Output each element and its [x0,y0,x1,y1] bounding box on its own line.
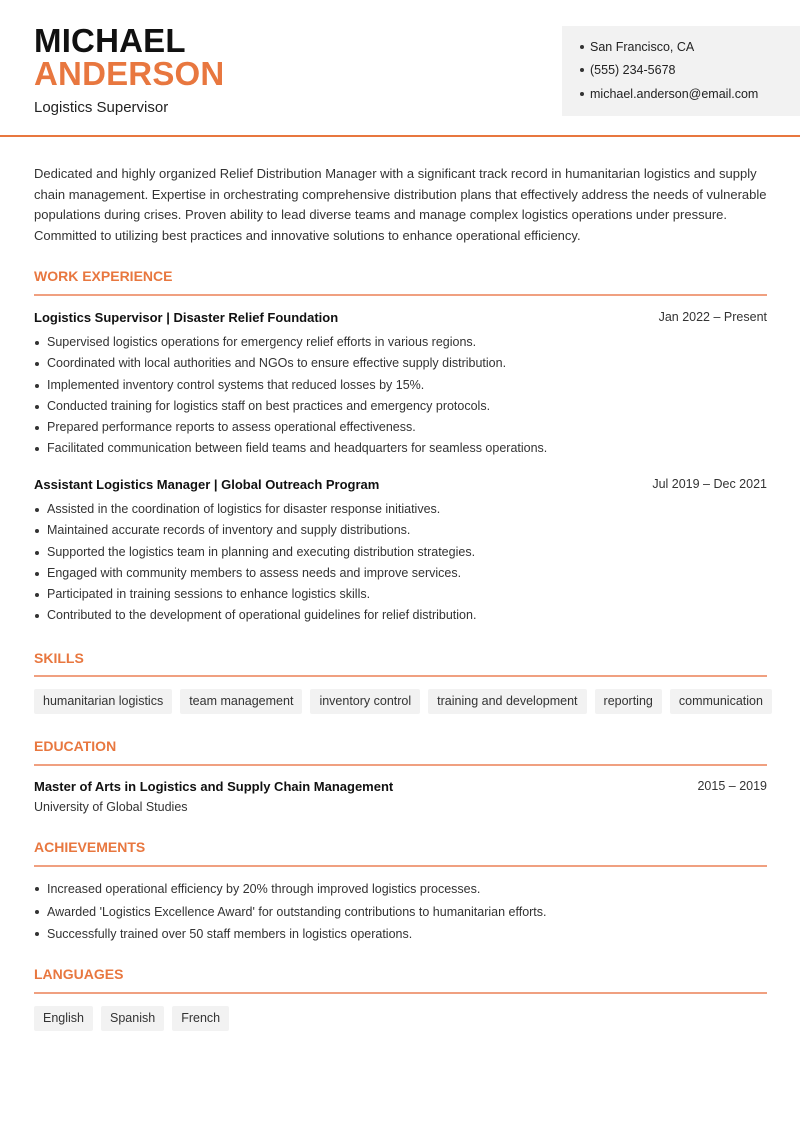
language-tag: Spanish [101,1006,164,1031]
phone-text: (555) 234-5678 [590,63,676,77]
achievement-bullets [34,878,767,946]
skill-tags [34,689,772,714]
section-divider [34,865,767,867]
section-title-work: WORK EXPERIENCE [34,268,173,284]
language-tag: English [34,1006,93,1031]
list-item: Facilitated communication between field teams and headquarters for seamless operations. [34,438,767,459]
bullet-icon [580,45,584,49]
job-header [34,310,767,325]
list-item: Supervised logistics operations for emergency relief efforts in various regions. [34,332,767,353]
list-item: Supported the logistics team in planning and executing distribution strategies. [34,542,767,563]
job-role: Assistant Logistics Manager | Global Outreach Program [34,477,380,492]
skill-tag: reporting [595,689,662,714]
first-name: MICHAEL [34,22,186,59]
bullet-icon [580,92,584,96]
education-dates: 2015 – 2019 [697,779,767,793]
skill-tag: team management [180,689,302,714]
section-divider [34,764,767,766]
skill-tag: communication [670,689,772,714]
list-item: Engaged with community members to assess needs and improve services. [34,563,767,584]
job-header [34,477,767,492]
skill-tag: inventory control [310,689,420,714]
list-item: Successfully trained over 50 staff members in logistics operations. [34,923,767,946]
resume-header [0,0,800,137]
list-item: Conducted training for logistics staff on best practices and emergency protocols. [34,396,767,417]
contact-phone [580,63,675,77]
location-text: San Francisco, CA [590,40,695,54]
last-name: ANDERSON [34,55,225,92]
list-item: Prepared performance reports to assess operational effectiveness. [34,417,767,438]
bullet-icon [580,68,584,72]
language-tag: French [172,1006,229,1031]
section-title-languages: LANGUAGES [34,966,124,982]
section-divider [34,992,767,994]
language-tags [34,1006,229,1031]
section-divider [34,294,767,296]
contact-box [562,26,800,116]
skill-tag: training and development [428,689,586,714]
contact-location [580,40,694,54]
job-role: Logistics Supervisor | Disaster Relief Foundation [34,310,339,325]
section-title-skills: SKILLS [34,650,84,666]
list-item: Coordinated with local authorities and NGOs to ensure effective supply distribution. [34,353,767,374]
email-text: michael.anderson@email.com [590,87,759,101]
degree: Master of Arts in Logistics and Supply Chain Management [34,779,394,794]
list-item: Increased operational efficiency by 20% through improved logistics processes. [34,878,767,901]
contact-email [580,87,758,101]
job-title: Logistics Supervisor [34,99,169,116]
job-bullets [34,332,767,460]
education-header [34,779,767,794]
job-dates: Jan 2022 – Present [658,310,767,324]
section-title-achievements: ACHIEVEMENTS [34,839,146,855]
job-dates: Jul 2019 – Dec 2021 [652,477,767,491]
list-item: Maintained accurate records of inventory and supply distributions. [34,520,767,541]
section-divider [34,675,767,677]
section-title-education: EDUCATION [34,738,117,754]
list-item: Assisted in the coordination of logistics for disaster response initiatives. [34,499,767,520]
list-item: Contributed to the development of operational guidelines for relief distribution. [34,605,767,626]
list-item: Participated in training sessions to enhance logistics skills. [34,584,767,605]
list-item: Implemented inventory control systems that reduced losses by 15%. [34,375,767,396]
summary: Dedicated and highly organized Relief Distribution Manager with a significant track record in humanitarian logistics and supply chain management. Expertise in orchestrating comprehensive distribution plans that effectively address the needs of vulnerable populations during crises. Proven ability to lead diverse teams and manage complex logistics operations under pressure. Committed to utilizing best practices and innovative solutions to enhance operational efficiency. [34,166,767,244]
skill-tag: humanitarian logistics [34,689,172,714]
job-bullets [34,499,767,627]
list-item: Awarded 'Logistics Excellence Award' for outstanding contributions to humanitarian efforts. [34,901,767,924]
school: University of Global Studies [34,800,188,814]
